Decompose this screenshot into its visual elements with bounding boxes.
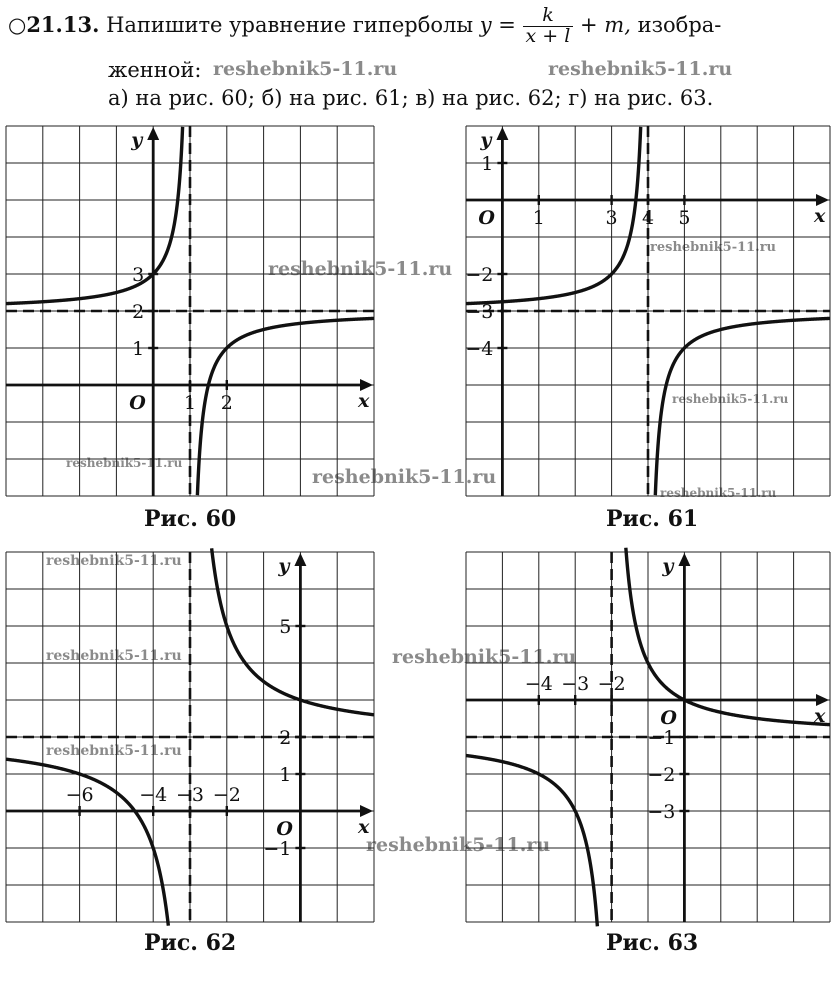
y-tick-label: 2 [132, 301, 145, 323]
y-axis-label: y [131, 129, 143, 151]
y-tick-label: 5 [279, 616, 292, 638]
watermark: reshebnik5-11.ru [46, 648, 182, 664]
equation-lhs: y = [479, 12, 516, 37]
watermark: reshebnik5-11.ru [366, 834, 551, 856]
figure-caption-63: Рис. 63 [606, 930, 699, 956]
x-tick-label: −2 [597, 673, 626, 695]
y-axis-label: y [662, 555, 674, 577]
y-tick-label: 1 [132, 338, 145, 360]
watermark: reshebnik5-11.ru [312, 466, 497, 488]
y-tick-label: −2 [465, 264, 494, 286]
problem-line-2: женной: [108, 58, 202, 82]
y-tick-label: −1 [647, 727, 676, 749]
fraction-denominator: x + l [525, 24, 571, 47]
origin-label: O [478, 207, 495, 229]
watermark: reshebnik5-11.ru [672, 392, 789, 406]
x-axis-label: x [814, 205, 826, 227]
y-axis-label: y [480, 129, 492, 151]
x-tick-label: −4 [524, 673, 553, 695]
equation-plus-m: + m, [580, 12, 631, 37]
watermark: reshebnik5-11.ru [548, 58, 733, 80]
watermark: reshebnik5-11.ru [66, 456, 183, 470]
y-tick-label: −3 [647, 801, 676, 823]
fraction-numerator: k [523, 6, 574, 27]
x-tick-label: −6 [65, 784, 94, 806]
y-axis-arrow [678, 553, 690, 566]
x-axis-label: x [358, 390, 370, 412]
y-axis-arrow [294, 553, 306, 566]
y-tick-label: −3 [465, 301, 494, 323]
y-tick-label: 3 [132, 264, 145, 286]
equation-fraction [523, 6, 574, 47]
y-axis-arrow [147, 127, 159, 140]
x-tick-label: 4 [641, 207, 655, 229]
hyperbola-branch-left [466, 756, 597, 927]
x-tick-label: −4 [139, 784, 168, 806]
hyperbola-branch-right [655, 318, 830, 495]
y-axis-arrow [496, 127, 508, 140]
graph-fig-61 [466, 126, 830, 496]
x-tick-label: −3 [175, 784, 205, 806]
watermark: reshebnik5-11.ru [660, 486, 777, 500]
y-tick-label: 1 [481, 153, 494, 175]
x-axis-label: x [814, 705, 826, 727]
hyperbola-branch-right [212, 548, 374, 714]
y-tick-label: −4 [465, 338, 494, 360]
watermark: reshebnik5-11.ru [268, 258, 453, 280]
y-tick-label: 1 [279, 764, 292, 786]
y-tick-label: 2 [279, 727, 292, 749]
x-tick-label: 2 [220, 392, 233, 414]
origin-label: O [276, 818, 293, 840]
x-tick-label: 1 [183, 392, 197, 414]
problem-text: Напишите уравнение гиперболы [106, 12, 474, 37]
x-tick-label: −2 [212, 784, 241, 806]
figure-caption-61: Рис. 61 [606, 506, 699, 532]
problem-line-1 [8, 6, 721, 47]
watermark: reshebnik5-11.ru [213, 58, 398, 80]
x-tick-label: 1 [532, 207, 545, 229]
watermark: reshebnik5-11.ru [392, 646, 577, 668]
figure-caption-60: Рис. 60 [144, 506, 237, 532]
graph-fig-62 [6, 552, 374, 922]
y-tick-label: −2 [647, 764, 676, 786]
watermark: reshebnik5-11.ru [46, 743, 182, 759]
graph-fig-63 [466, 552, 830, 922]
hyperbola-branch-right [626, 548, 830, 725]
x-tick-label: −3 [561, 673, 590, 695]
origin-label: O [129, 392, 146, 414]
graph-fig-60 [6, 126, 374, 496]
x-axis-label: x [358, 816, 370, 838]
x-tick-label: 5 [678, 207, 691, 229]
y-tick-label: −1 [263, 838, 292, 860]
x-tick-label: 3 [605, 207, 618, 229]
hyperbola-branch-left [6, 127, 183, 304]
problem-text-after: изобра- [637, 12, 722, 37]
problem-line-3: а) на рис. 60; б) на рис. 61; в) на рис. 62; г) на рис. 63. [108, 86, 714, 110]
figure-caption-62: Рис. 62 [144, 930, 237, 956]
problem-number: ○21.13. [8, 11, 100, 37]
watermark: reshebnik5-11.ru [650, 240, 777, 255]
watermark: reshebnik5-11.ru [46, 553, 182, 569]
y-axis-label: y [278, 555, 290, 577]
origin-label: O [660, 707, 677, 729]
